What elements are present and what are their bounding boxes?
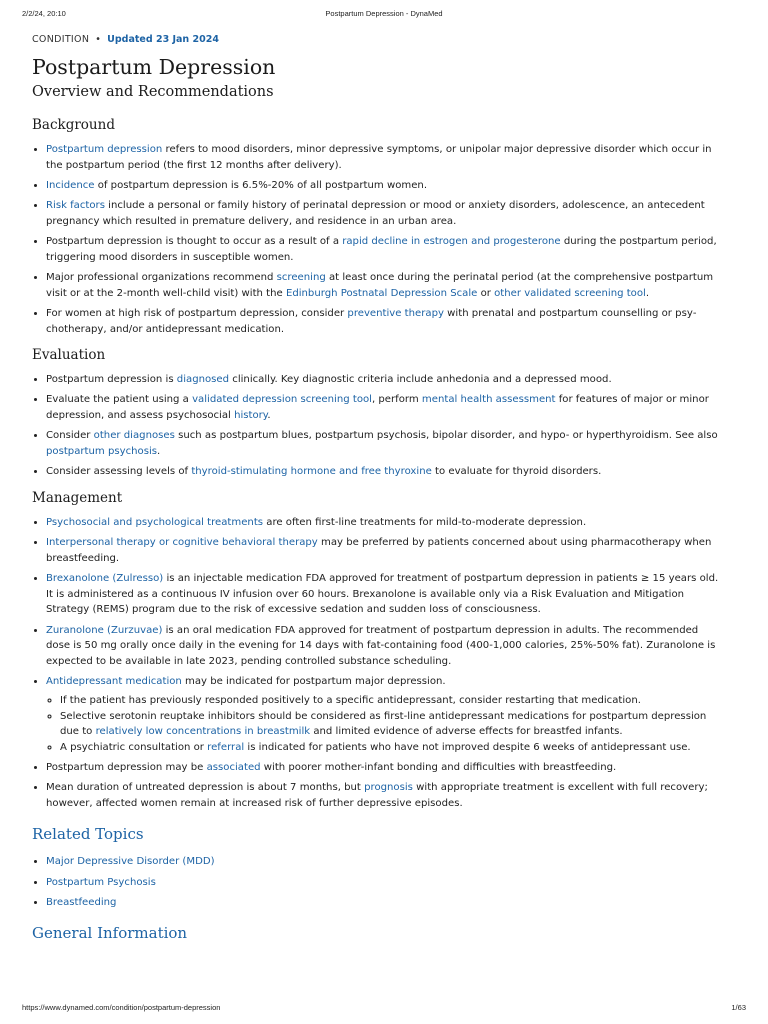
- link-postpartum-psychosis[interactable]: postpartum psychosis: [46, 446, 158, 458]
- list-item: • Consider other diagnoses such as postpartum blues, postpartum psychosis, bipolar disorder, and hypo- or hyperthyroidism. See also postpartum psychosis.: [46, 428, 722, 459]
- section-evaluation: [32, 346, 722, 480]
- page-title: Postpartum Depression: [32, 55, 276, 79]
- link-preventive-therapy[interactable]: preventive therapy: [347, 307, 444, 319]
- link-thyroid-tests[interactable]: thyroid-stimulating hormone and free thyroxine: [191, 466, 432, 478]
- list-item: • Postpartum depression refers to mood disorders, minor depressive symptoms, or unipolar major depressive disorder which occur in the postpartum period (the first 12 months after delivery).: [46, 142, 722, 173]
- list-item: • Major professional organizations recommend screening at least once during the perinatal period (at the comprehensive postpartum visit or at the 2-month well-child visit) with the Edinburgh Postnatal Depression Scale or other validated screening tool.: [46, 270, 722, 301]
- list-item: • Mean duration of untreated depression is about 7 months, but prognosis with appropriate treatment is excellent with full recovery; however, affected women remain at increased risk of further depressive episodes.: [46, 780, 722, 811]
- list-item: • Brexanolone (Zulresso) is an injectable medication FDA approved for treatment of postpartum depression in patients ≥ 15 years old. It is administered as a continuous IV infusion over 60 hours. Brexanolone is available only via a Risk Evaluation and Mitigation Strategy (REMS) program due to the risk of excessive sedation and sudden loss of consciousness.: [46, 571, 722, 618]
- link-referral[interactable]: referral: [207, 741, 245, 753]
- page-subtitle: Overview and Recommendations: [32, 84, 274, 100]
- article: [32, 34, 722, 943]
- print-page-title: Postpartum Depression - DynaMed: [325, 9, 443, 18]
- list-item: [46, 875, 722, 891]
- article-meta: [32, 34, 722, 48]
- link-incidence[interactable]: Incidence: [46, 179, 95, 191]
- link-psychosocial-treatments[interactable]: Psychosocial and psychological treatments: [46, 516, 264, 528]
- link-postpartum-depression[interactable]: Postpartum depression: [46, 144, 163, 155]
- list-item: • Antidepressant medication may be indicated for postpartum major depression. ◦ If the patient has previously responded positively to a specific antidepressant, consider restarting that medication. ◦ Selective serotonin reuptake inhibitors should be considered as first-line antidepressant medications for postpartum depression due to relatively low concentrations in breastmilk and limited evidence of adverse effects for breastfed infants. ◦ A psychiatric consultation or referral is indicated for patients who have not improved despite 6 weeks of antidepressant use.: [46, 674, 722, 755]
- link-history[interactable]: history: [234, 410, 268, 422]
- bullet-separator-icon: •: [95, 34, 102, 45]
- link-zuranolone[interactable]: Zuranolone (Zurzuvae): [46, 624, 163, 636]
- link-estrogen-progesterone[interactable]: rapid decline in estrogen and progesterone: [342, 236, 561, 248]
- list-item: • Zuranolone (Zurzuvae) is an oral medication FDA approved for treatment of postpartum depression in adults. The recommended dose is 50 mg orally once daily in the evening for 14 days with fat-containing food (400-1,000 calories, 25%-50% fat). Zuranolone is expected to be available in late 2023, pending controlled substance scheduling.: [46, 623, 722, 670]
- section-management: [32, 489, 722, 812]
- section-background: [32, 116, 722, 337]
- list-item: • Postpartum depression may be associated with poorer mother-infant bonding and difficulties with breastfeeding.: [46, 760, 722, 776]
- list-item: • Interpersonal therapy or cognitive behavioral therapy may be preferred by patients concerned about using pharmacotherapy when breastfeeding.: [46, 535, 722, 566]
- link-risk-factors[interactable]: Risk factors: [46, 200, 105, 212]
- link-screening[interactable]: screening: [276, 271, 326, 283]
- link-associated[interactable]: associated: [206, 761, 261, 773]
- list-item: [46, 854, 722, 870]
- section-heading-background: Background: [32, 117, 115, 133]
- list-item: • Psychosocial and psychological treatments are often first-line treatments for mild-to-moderate depression.: [46, 515, 722, 531]
- section-heading-general-information: General Information: [32, 923, 188, 942]
- link-breastmilk-concentrations[interactable]: relatively low concentrations in breastmilk: [95, 726, 311, 738]
- related-topics-list: [32, 854, 722, 910]
- list-item: • Consider assessing levels of thyroid-stimulating hormone and free thyroxine to evaluate for thyroid disorders.: [46, 464, 722, 480]
- content-type-label: CONDITION: [32, 34, 90, 45]
- management-list: [32, 515, 722, 812]
- link-brexanolone[interactable]: Brexanolone (Zulresso): [46, 573, 164, 585]
- link-other-diagnoses[interactable]: other diagnoses: [93, 430, 175, 442]
- link-antidepressant-medication[interactable]: Antidepressant medication: [46, 676, 182, 688]
- sublist-item: ◦ If the patient has previously responded positively to a specific antidepressant, consider restarting that medication.: [60, 693, 722, 709]
- print-footer: [22, 1003, 746, 1012]
- link-related-mdd[interactable]: Major Depressive Disorder (MDD): [46, 856, 215, 868]
- list-item: • Postpartum depression is thought to occur as a result of a rapid decline in estrogen and progesterone during the postpartum period, triggering mood disorders in susceptible women.: [46, 234, 722, 265]
- section-related-topics: [32, 824, 722, 910]
- section-general-information: [32, 923, 722, 943]
- print-url: https://www.dynamed.com/condition/postpartum-depression: [22, 1003, 221, 1012]
- sublist-item: ◦ Selective serotonin reuptake inhibitors should be considered as first-line antidepressant medications for postpartum depression due to relatively low concentrations in breastmilk and limited evidence of adverse effects for breastfed infants.: [60, 709, 722, 740]
- section-heading-management: Management: [32, 489, 123, 506]
- background-list: [32, 142, 722, 337]
- print-header: [22, 9, 746, 18]
- link-other-screening-tool[interactable]: other validated screening tool: [494, 287, 646, 299]
- list-item: • Risk factors include a personal or family history of perinatal depression or mood or anxiety disorders, adolescence, an antecedent pregnancy which resulted in premature delivery, and residence in an urban area.: [46, 198, 722, 229]
- link-interpersonal-cbt[interactable]: Interpersonal therapy or cognitive behavioral therapy: [46, 537, 318, 549]
- list-item: [46, 895, 722, 911]
- link-related-breastfeeding[interactable]: Breastfeeding: [46, 896, 117, 908]
- link-prognosis[interactable]: prognosis: [364, 782, 413, 794]
- list-item: • For women at high risk of postpartum depression, consider preventive therapy with prenatal and postpartum counselling or psychotherapy, and/or antidepressant medication.: [46, 306, 722, 337]
- list-item: • Evaluate the patient using a validated depression screening tool, perform mental health assessment for features of major or minor depression, and assess psychosocial history.: [46, 392, 722, 423]
- link-mental-health-assessment[interactable]: mental health assessment: [421, 394, 556, 406]
- link-diagnosed[interactable]: diagnosed: [176, 374, 230, 386]
- print-page-number: 1/63: [731, 1003, 746, 1012]
- list-item: • Postpartum depression is diagnosed clinically. Key diagnostic criteria include anhedonia and a depressed mood.: [46, 372, 722, 388]
- evaluation-list: [32, 372, 722, 480]
- list-item: • Incidence of postpartum depression is 6.5%-20% of all postpartum women.: [46, 178, 722, 194]
- section-heading-evaluation: Evaluation: [32, 347, 106, 364]
- updated-date: Updated 23 Jan 2024: [107, 34, 219, 45]
- link-screening-tool[interactable]: validated depression screening tool: [192, 394, 372, 406]
- link-related-postpartum-psychosis[interactable]: Postpartum Psychosis: [46, 876, 156, 888]
- sublist-item: ◦ A psychiatric consultation or referral is indicated for patients who have not improved despite 6 weeks of antidepressant use.: [60, 740, 722, 756]
- section-heading-related-topics: Related Topics: [32, 825, 144, 844]
- print-datetime: 2/2/24, 20:10: [22, 9, 66, 18]
- antidepressant-sublist: [46, 693, 722, 755]
- link-edinburgh-scale[interactable]: Edinburgh Postnatal Depression Scale: [285, 287, 478, 299]
